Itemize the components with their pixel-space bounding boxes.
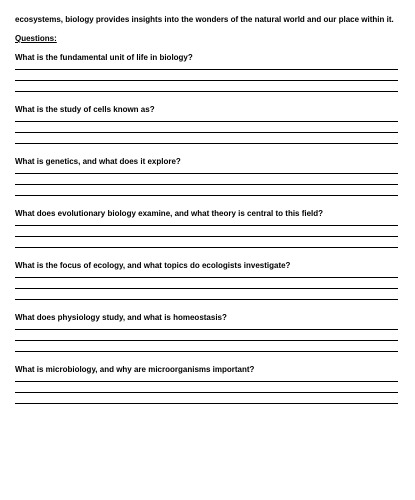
question-text: What is the study of cells known as? bbox=[15, 105, 155, 114]
questions-heading: Questions: bbox=[15, 34, 57, 43]
answer-line bbox=[15, 195, 398, 196]
answer-line bbox=[15, 236, 398, 237]
question-block-3 bbox=[15, 147, 398, 199]
answer-line bbox=[15, 277, 398, 278]
question-text: What is the focus of ecology, and what topics do ecologists investigate? bbox=[15, 261, 291, 270]
answer-line bbox=[15, 403, 398, 404]
answer-line bbox=[15, 225, 398, 226]
question-text: What is microbiology, and why are microorganisms important? bbox=[15, 365, 255, 374]
question-block-6 bbox=[15, 303, 398, 355]
answer-line bbox=[15, 121, 398, 122]
answer-line bbox=[15, 288, 398, 289]
question-block-2 bbox=[15, 95, 398, 147]
answer-line bbox=[15, 69, 398, 70]
answer-line bbox=[15, 351, 398, 352]
answer-line bbox=[15, 381, 398, 382]
answer-line bbox=[15, 80, 398, 81]
answer-line bbox=[15, 184, 398, 185]
answer-line bbox=[15, 173, 398, 174]
answer-line bbox=[15, 132, 398, 133]
question-text: What does physiology study, and what is homeostasis? bbox=[15, 313, 227, 322]
question-block-1 bbox=[15, 43, 398, 95]
intro-paragraph: ecosystems, biology provides insights into the wonders of the natural world and our place within it. bbox=[15, 15, 394, 24]
answer-line bbox=[15, 91, 398, 92]
question-text: What is genetics, and what does it explore? bbox=[15, 157, 181, 166]
answer-line bbox=[15, 247, 398, 248]
question-block-5 bbox=[15, 251, 398, 303]
question-text: What does evolutionary biology examine, and what theory is central to this field? bbox=[15, 209, 324, 218]
question-text: What is the fundamental unit of life in biology? bbox=[15, 53, 193, 62]
answer-line bbox=[15, 143, 398, 144]
question-block-7 bbox=[15, 355, 398, 407]
question-block-4 bbox=[15, 199, 398, 251]
answer-line bbox=[15, 392, 398, 393]
answer-line bbox=[15, 329, 398, 330]
worksheet-page bbox=[15, 0, 398, 407]
answer-line bbox=[15, 299, 398, 300]
answer-line bbox=[15, 340, 398, 341]
